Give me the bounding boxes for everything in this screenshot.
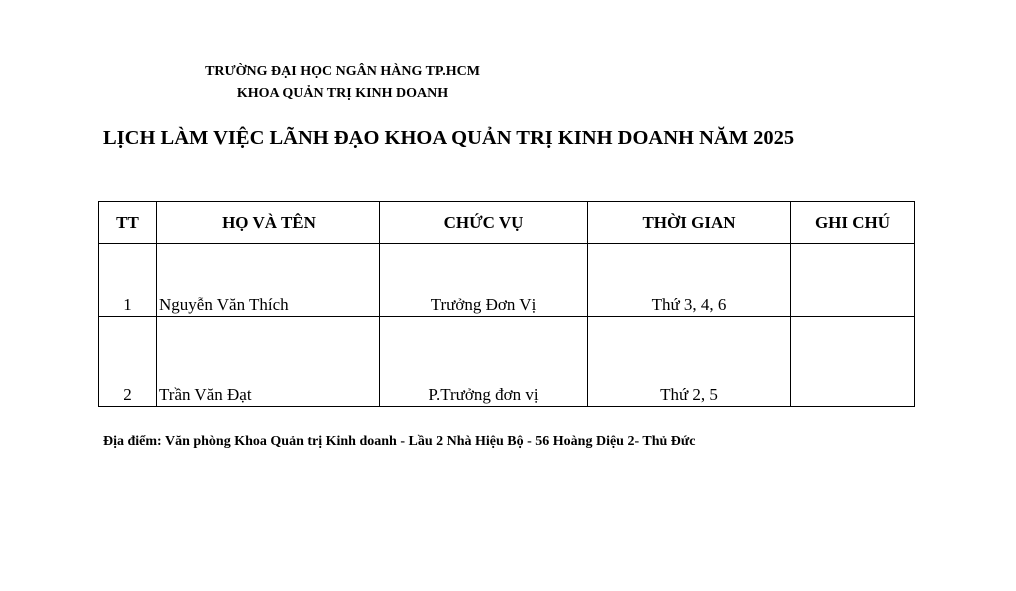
column-header-position: CHỨC VỤ [380, 202, 588, 244]
cell-position: Trưởng Đơn Vị [380, 244, 588, 317]
cell-note [791, 317, 915, 407]
cell-position: P.Trưởng đơn vị [380, 317, 588, 407]
cell-tt: 2 [99, 317, 157, 407]
cell-name: Nguyễn Văn Thích [157, 244, 380, 317]
table-row [99, 317, 915, 407]
table-header-row [99, 202, 915, 244]
schedule-table [98, 201, 915, 407]
location-note: Địa điểm: Văn phòng Khoa Quản trị Kinh doanh - Lầu 2 Nhà Hiệu Bộ - 56 Hoàng Diệu 2- Thủ Đức [103, 434, 696, 449]
cell-name: Trần Văn Đạt [157, 317, 380, 407]
column-header-note: GHI CHÚ [791, 202, 915, 244]
table-row [99, 244, 915, 317]
cell-tt: 1 [99, 244, 157, 317]
column-header-tt: TT [99, 202, 157, 244]
document-title: LỊCH LÀM VIỆC LÃNH ĐẠO KHOA QUẢN TRỊ KINH DOANH NĂM 2025 [103, 127, 795, 149]
faculty-name: KHOA QUẢN TRỊ KINH DOANH [236, 86, 449, 101]
cell-note [791, 244, 915, 317]
university-name: TRƯỜNG ĐẠI HỌC NGÂN HÀNG TP.HCM [205, 64, 480, 79]
cell-time: Thứ 2, 5 [588, 317, 791, 407]
column-header-time: THỜI GIAN [588, 202, 791, 244]
cell-time: Thứ 3, 4, 6 [588, 244, 791, 317]
column-header-name: HỌ VÀ TÊN [157, 202, 380, 244]
